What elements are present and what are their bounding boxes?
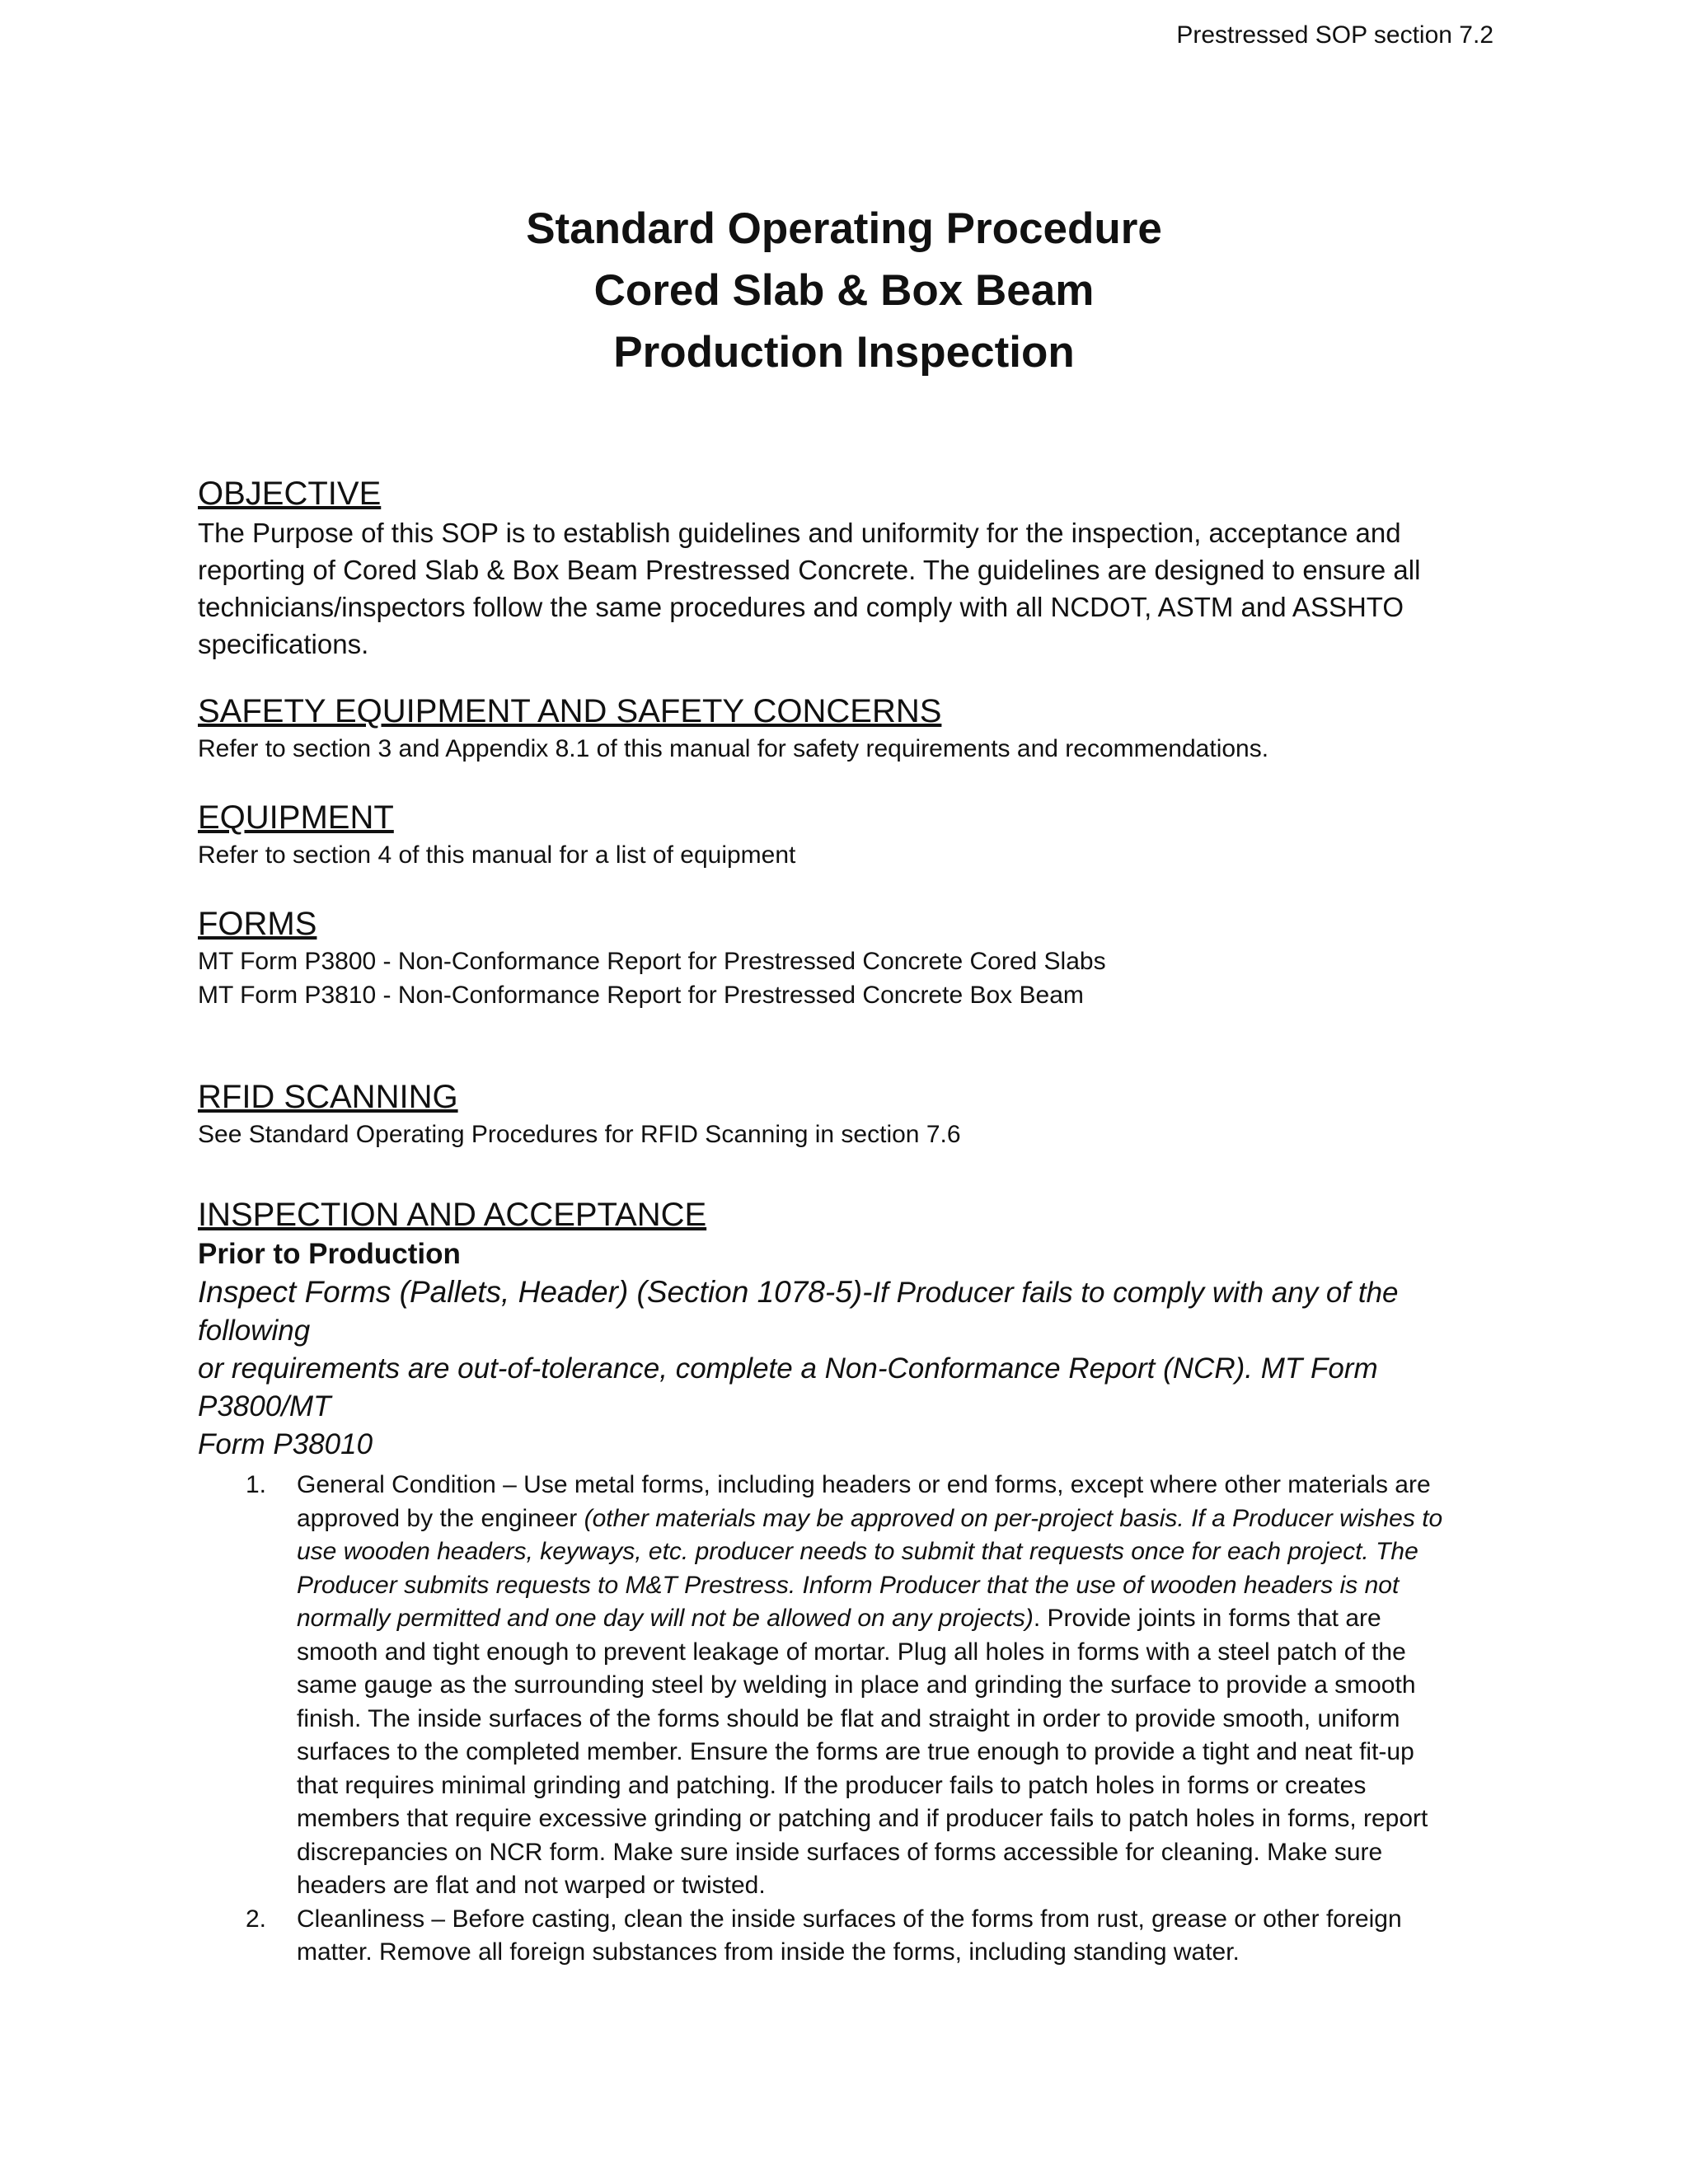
list-line: discrepancies on NCR form. Make sure inside surfaces of forms accessible for cleaning. Make sure: [297, 1838, 1383, 1866]
inspection-heading: INSPECTION AND ACCEPTANCE: [198, 1197, 707, 1233]
list-text: approved by the engineer: [297, 1504, 584, 1532]
objective-line: reporting of Cored Slab & Box Beam Prestressed Concrete. The guidelines are designed to ensure all: [198, 555, 1421, 585]
inspect-forms-lead: Inspect Forms (Pallets, Header) (Section 1078-5)-: [198, 1275, 873, 1309]
list-line: [297, 1502, 1500, 1536]
form-item: MT Form P3800 - Non-Conformance Report for Prestressed Concrete Cored Slabs: [198, 948, 1106, 975]
list-number: 2.: [246, 1905, 267, 1933]
title-line-3: Production Inspection: [613, 328, 1075, 377]
safety-heading: SAFETY EQUIPMENT AND SAFETY CONCERNS: [198, 693, 942, 729]
document-body: [198, 473, 1500, 1970]
list-text-italic: (other materials may be approved on per-project basis. If a Producer wishes to: [584, 1504, 1443, 1532]
rfid-text: See Standard Operating Procedures for RFID Scanning in section 7.6: [198, 1121, 961, 1148]
inspect-forms-intro: [198, 1273, 1500, 1464]
list-item-cleanliness: [198, 1903, 1500, 1970]
prior-to-production-subheading: Prior to Production: [198, 1238, 461, 1270]
intro-line-1-rest: If Producer fails to comply with any of the following: [198, 1277, 1399, 1347]
list-line: use wooden headers, keyways, etc. producer needs to submit that requests once for each project. The: [297, 1538, 1418, 1565]
objective-heading: OBJECTIVE: [198, 476, 382, 512]
title-line-1: Standard Operating Procedure: [526, 204, 1162, 253]
list-number: 1.: [246, 1471, 267, 1498]
list-line: matter. Remove all foreign substances from inside the forms, including standing water.: [297, 1938, 1240, 1966]
list-line: same gauge as the surrounding steel by welding in place and grinding the surface to provide a smooth: [297, 1671, 1416, 1699]
list-line: finish. The inside surfaces of the forms should be flat and straight in order to provide smooth, uniform: [297, 1704, 1400, 1732]
list-text: . Provide joints in forms that are: [1033, 1605, 1381, 1632]
forms-section: [198, 903, 1500, 1012]
forms-heading: FORMS: [198, 906, 317, 942]
list-line: smooth and tight enough to prevent leakage of mortar. Plug all holes in forms with a steel patch of the: [297, 1638, 1406, 1666]
rfid-heading: RFID SCANNING: [198, 1079, 458, 1115]
objective-section: [198, 473, 1500, 663]
list-item-general-condition: [198, 1469, 1500, 1903]
intro-line-2: or requirements are out-of-tolerance, complete a Non-Conformance Report (NCR). MT Form P3800/MT: [198, 1352, 1378, 1422]
document-title: [0, 198, 1688, 383]
objective-line: specifications.: [198, 629, 369, 659]
objective-line: The Purpose of this SOP is to establish guidelines and uniformity for the inspection, acceptance and: [198, 518, 1401, 548]
page-header: Prestressed SOP section 7.2: [1176, 21, 1493, 49]
intro-line-3: Form P38010: [198, 1428, 373, 1460]
equipment-section: [198, 797, 1500, 872]
form-item: MT Form P3810 - Non-Conformance Report for Prestressed Concrete Box Beam: [198, 982, 1084, 1009]
list-line: Cleanliness – Before casting, clean the inside surfaces of the forms from rust, grease or other foreign: [297, 1905, 1402, 1933]
safety-text: Refer to section 3 and Appendix 8.1 of this manual for safety requirements and recommendations.: [198, 735, 1269, 762]
safety-section: [198, 691, 1500, 766]
list-line: members that require excessive grinding or patching and if producer fails to patch holes in forms, report: [297, 1805, 1428, 1832]
title-line-2: Cored Slab & Box Beam: [593, 266, 1095, 315]
equipment-text: Refer to section 4 of this manual for a list of equipment: [198, 841, 796, 869]
objective-line: technicians/inspectors follow the same procedures and comply with all NCDOT, ASTM and ASSHTO: [198, 592, 1404, 622]
list-line: [297, 1602, 1500, 1636]
rfid-section: [198, 1076, 1500, 1151]
list-line: that requires minimal grinding and patching. If the producer fails to patch holes in forms or creates: [297, 1771, 1367, 1799]
equipment-heading: EQUIPMENT: [198, 799, 394, 836]
objective-text: [198, 514, 1500, 663]
inspection-section: [198, 1194, 1500, 1970]
list-line: surfaces to the completed member. Ensure the forms are true enough to provide a tight and neat fit-up: [297, 1738, 1414, 1765]
list-line: headers are flat and not warped or twisted.: [297, 1872, 766, 1899]
inspection-list: [198, 1469, 1500, 1970]
list-line: Producer submits requests to M&T Prestress. Inform Producer that the use of wooden headers is not: [297, 1571, 1400, 1599]
list-text-italic: normally permitted and one day will not be allowed on any projects): [297, 1605, 1034, 1632]
list-line: General Condition – Use metal forms, including headers or end forms, except where other materials are: [297, 1471, 1431, 1498]
